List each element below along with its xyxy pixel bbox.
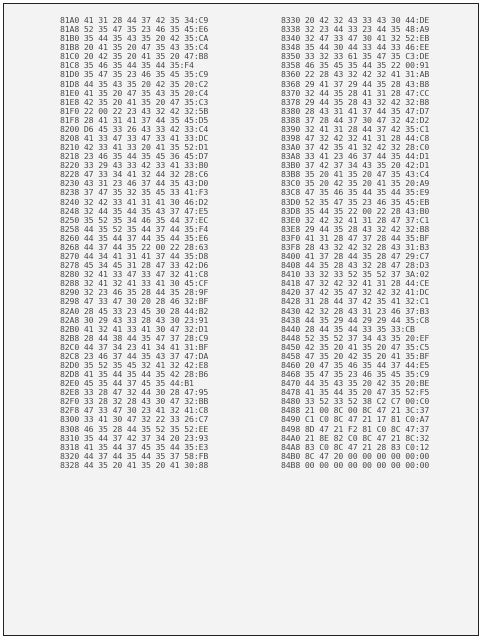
hex-line-right: 8408 44 35 28 43 32 28 47 28:D3 (281, 260, 430, 271)
hex-line-right: 8450 42 35 20 41 35 20 47 35:C5 (281, 341, 430, 352)
hex-line-right: 8398 47 32 42 32 41 31 28 44:C8 (281, 133, 430, 144)
hex-line-left: 81D8 44 35 43 35 20 42 35 20:C2 (60, 78, 209, 89)
hex-line-right: 8390 32 41 31 28 44 37 42 35:C1 (281, 123, 430, 134)
hex-line-right: 8490 C1 C0 8C 47 21 17 81 C0:A7 (281, 414, 430, 425)
hex-line-left: 81E8 42 35 20 41 35 20 47 35:C3 (60, 96, 209, 107)
hex-line-left: 8320 44 37 44 35 44 35 37 58:FB (60, 450, 209, 461)
hex-line-right: 83A0 37 42 35 41 32 42 32 28:C0 (281, 142, 430, 153)
hex-line-left: 8290 32 23 46 35 28 44 35 28:9F (60, 287, 209, 298)
hex-line-right: 8430 42 32 28 43 31 23 46 37:B3 (281, 305, 430, 316)
hex-line-right: 83E8 29 44 35 28 43 32 42 32:B8 (281, 223, 430, 234)
hex-line-right: 8440 28 44 35 44 33 35 33:CB (281, 323, 415, 334)
hex-line-left: 8258 44 35 52 35 44 37 44 35:F4 (60, 223, 209, 234)
hex-listing-left-column (60, 16, 208, 470)
hex-line-left: 81F0 22 00 22 23 43 32 42 32:5B (60, 105, 209, 116)
hex-line-left: 81E0 41 35 20 47 35 43 35 20:C4 (60, 87, 209, 98)
hex-line-left: 81B8 20 41 35 20 47 35 43 35:C4 (60, 42, 209, 53)
hex-line-right: 8330 20 42 32 43 33 43 30 44:DE (281, 15, 430, 25)
hex-line-left: 82F8 47 33 47 30 23 41 32 41:C8 (60, 405, 209, 416)
hex-line-left: 8208 41 33 47 33 47 33 41 33:DC (60, 133, 209, 144)
hex-line-left: 82A8 30 29 43 33 28 43 30 23:91 (60, 314, 209, 325)
hex-line-left: 82C0 44 37 34 23 41 34 41 31:BF (60, 341, 209, 352)
hex-line-right: 83D8 35 44 35 22 00 22 28 43:B0 (281, 205, 430, 216)
hex-line-left: 8298 47 33 47 30 20 28 46 32:BF (60, 296, 209, 307)
hex-line-right: 8350 33 32 33 61 35 47 35 C3:DE (281, 51, 430, 62)
hex-line-left: 8288 32 41 32 41 33 41 30 45:CF (60, 278, 209, 289)
hex-line-right: 84A0 21 8E 82 C0 8C 47 21 8C:32 (281, 432, 430, 443)
hex-line-right: 8428 31 28 44 37 42 35 41 32:C1 (281, 296, 430, 307)
hex-line-left: 8300 33 41 30 47 32 22 33 26:C7 (60, 414, 209, 425)
hex-line-left: 8280 32 41 33 47 33 47 32 41:C8 (60, 269, 209, 280)
hex-line-right: 8420 37 42 35 47 32 42 32 41:DC (281, 287, 430, 298)
hex-line-left: 8250 35 52 35 34 46 35 44 37:EC (60, 214, 209, 225)
hex-line-left: 8268 44 37 44 35 22 00 22 28:63 (60, 241, 209, 252)
hex-line-right: 8468 35 47 35 23 46 35 45 35:C9 (281, 369, 430, 380)
hex-line-right: 8488 21 00 8C 00 8C 47 21 3C:37 (281, 405, 430, 416)
printed-page (3, 3, 479, 636)
hex-line-left: 82F0 33 28 32 28 43 30 47 32:BB (60, 396, 209, 407)
hex-line-right: 8348 35 44 30 44 33 44 33 46:EE (281, 42, 430, 53)
hex-line-right: 8370 32 44 35 28 41 31 28 47:CC (281, 87, 430, 98)
hex-line-left: 8310 35 44 37 42 37 34 20 23:93 (60, 432, 209, 443)
hex-listing-right-column (281, 16, 429, 470)
hex-line-right: 8340 32 47 33 47 30 41 32 52:EB (281, 33, 430, 44)
hex-line-right: 8478 41 35 44 35 20 47 35 52:F5 (281, 387, 430, 398)
hex-line-left: 82E0 45 35 44 37 45 35 44:B1 (60, 378, 194, 389)
hex-line-right: 8378 29 44 35 28 43 32 42 32:B8 (281, 96, 430, 107)
hex-line-right: 83C0 35 20 42 35 20 41 35 20:A9 (281, 178, 430, 189)
hex-line-left: 8278 45 34 45 31 28 47 33 42:D6 (60, 260, 209, 271)
hex-line-right: 8448 52 35 52 37 34 43 35 20:EF (281, 332, 430, 343)
hex-line-left: 82D0 35 52 35 45 32 41 32 42:E8 (60, 359, 209, 370)
hex-line-left: 81B0 35 44 35 43 35 20 42 35:CA (60, 33, 209, 44)
hex-line-left: 8200 D6 45 33 26 43 33 42 33:C4 (60, 123, 209, 134)
hex-line-left: 8228 47 33 34 41 32 44 32 28:C6 (60, 169, 209, 180)
hex-line-right: 8460 20 47 35 46 35 44 37 44:E5 (281, 359, 430, 370)
hex-line-left: 8260 44 35 44 37 44 35 44 35:E6 (60, 232, 209, 243)
hex-line-right: 83B8 35 20 41 35 20 47 35 43:C4 (281, 169, 430, 180)
hex-line-left: 8210 42 33 41 33 20 41 35 52:D1 (60, 142, 209, 153)
hex-line-left: 81F8 28 41 31 41 37 44 35 45:D5 (60, 114, 209, 125)
hex-line-right: 8498 8D 47 21 F2 81 C0 8C 47:37 (281, 423, 430, 434)
hex-line-left: 8238 37 47 35 32 35 45 33 41:F3 (60, 187, 209, 198)
hex-line-left: 8318 41 35 44 37 45 35 44 35:E3 (60, 441, 209, 452)
hex-line-right: 84B0 8C 47 20 00 00 00 00 00:00 (281, 450, 430, 461)
hex-line-right: 83A8 33 41 23 46 37 44 35 44:D1 (281, 151, 430, 162)
hex-line-left: 81A8 52 35 47 35 23 46 35 45:E6 (60, 24, 209, 35)
hex-line-left: 82D8 41 35 44 35 44 35 42 28:B6 (60, 369, 209, 380)
hex-line-right: 8410 33 32 33 52 35 52 37 3A:02 (281, 269, 430, 280)
hex-line-left: 8218 23 46 35 44 35 45 36 45:D7 (60, 151, 209, 162)
hex-line-left: 8308 46 35 28 44 35 52 35 52:EE (60, 423, 209, 434)
hex-line-left: 82B8 28 44 38 44 35 47 37 28:C9 (60, 332, 209, 343)
hex-line-right: 8470 44 35 43 35 20 42 35 20:BE (281, 378, 430, 389)
hex-line-right: 83F0 41 31 28 47 37 28 44 35:BF (281, 232, 430, 243)
hex-line-right: 8388 37 28 44 37 30 47 32 42:D2 (281, 114, 430, 125)
hex-line-right: 8480 33 52 33 52 38 C2 C7 00:C0 (281, 396, 430, 407)
hex-line-left: 81D0 35 47 35 23 46 35 45 35:C9 (60, 69, 209, 80)
hex-line-left: 8328 44 35 20 41 35 20 41 30:88 (60, 459, 209, 470)
hex-line-left: 82A0 28 45 33 23 45 30 28 44:B2 (60, 305, 209, 316)
hex-line-right: 83C8 47 35 46 35 44 35 44 35:E9 (281, 187, 430, 198)
hex-line-left: 8270 44 34 41 31 41 37 44 35:D8 (60, 251, 209, 262)
hex-line-left: 8220 33 29 43 33 42 33 41 33:B0 (60, 160, 209, 171)
hex-line-right: 8358 46 35 45 35 44 35 22 00:91 (281, 60, 430, 71)
hex-line-right: 83F8 28 43 32 42 32 28 43 31:B3 (281, 241, 430, 252)
hex-line-right: 8418 47 32 42 32 41 31 28 44:CE (281, 278, 430, 289)
hex-line-left: 81C8 35 46 35 44 35 44 35:F4 (60, 60, 194, 71)
hex-line-right: 8368 29 41 37 29 44 35 28 43:B8 (281, 78, 430, 89)
hex-line-right: 8380 28 43 31 41 37 44 35 47:D7 (281, 105, 430, 116)
hex-line-left: 81C0 20 42 35 20 41 35 20 47:B8 (60, 51, 209, 62)
hex-line-left: 81A0 41 31 28 44 37 42 35 34:C9 (60, 15, 209, 25)
hex-line-left: 8240 32 42 33 41 31 41 30 46:D2 (60, 196, 209, 207)
hex-line-left: 82E8 33 28 47 32 44 30 28 47:95 (60, 387, 209, 398)
hex-line-right: 83B0 37 42 37 34 43 35 20 42:D1 (281, 160, 430, 171)
hex-line-left: 82B0 41 32 41 33 41 30 47 32:D1 (60, 323, 209, 334)
hex-line-left: 8248 32 44 35 44 35 43 37 47:E5 (60, 205, 209, 216)
hex-line-right: 84B8 00 00 00 00 00 00 00 00:00 (281, 459, 430, 470)
hex-line-right: 8338 32 23 44 33 23 44 35 48:A9 (281, 24, 430, 35)
hex-line-right: 8458 47 35 20 42 35 20 41 35:BF (281, 350, 430, 361)
hex-line-left: 8230 43 31 23 46 37 44 35 43:D0 (60, 178, 209, 189)
hex-line-right: 84A8 83 C0 8C 47 21 28 83 C0:12 (281, 441, 430, 452)
hex-line-right: 83E0 32 42 32 41 31 28 47 37:C1 (281, 214, 430, 225)
hex-line-right: 8400 41 37 28 44 35 28 47 29:C7 (281, 251, 430, 262)
hex-line-right: 83D0 52 35 47 35 23 46 35 45:EB (281, 196, 430, 207)
hex-line-right: 8438 44 35 29 44 29 29 44 35:C8 (281, 314, 430, 325)
hex-line-left: 82C8 23 46 37 44 35 43 37 47:DA (60, 350, 209, 361)
hex-line-right: 8360 22 28 43 32 42 32 41 31:AB (281, 69, 430, 80)
